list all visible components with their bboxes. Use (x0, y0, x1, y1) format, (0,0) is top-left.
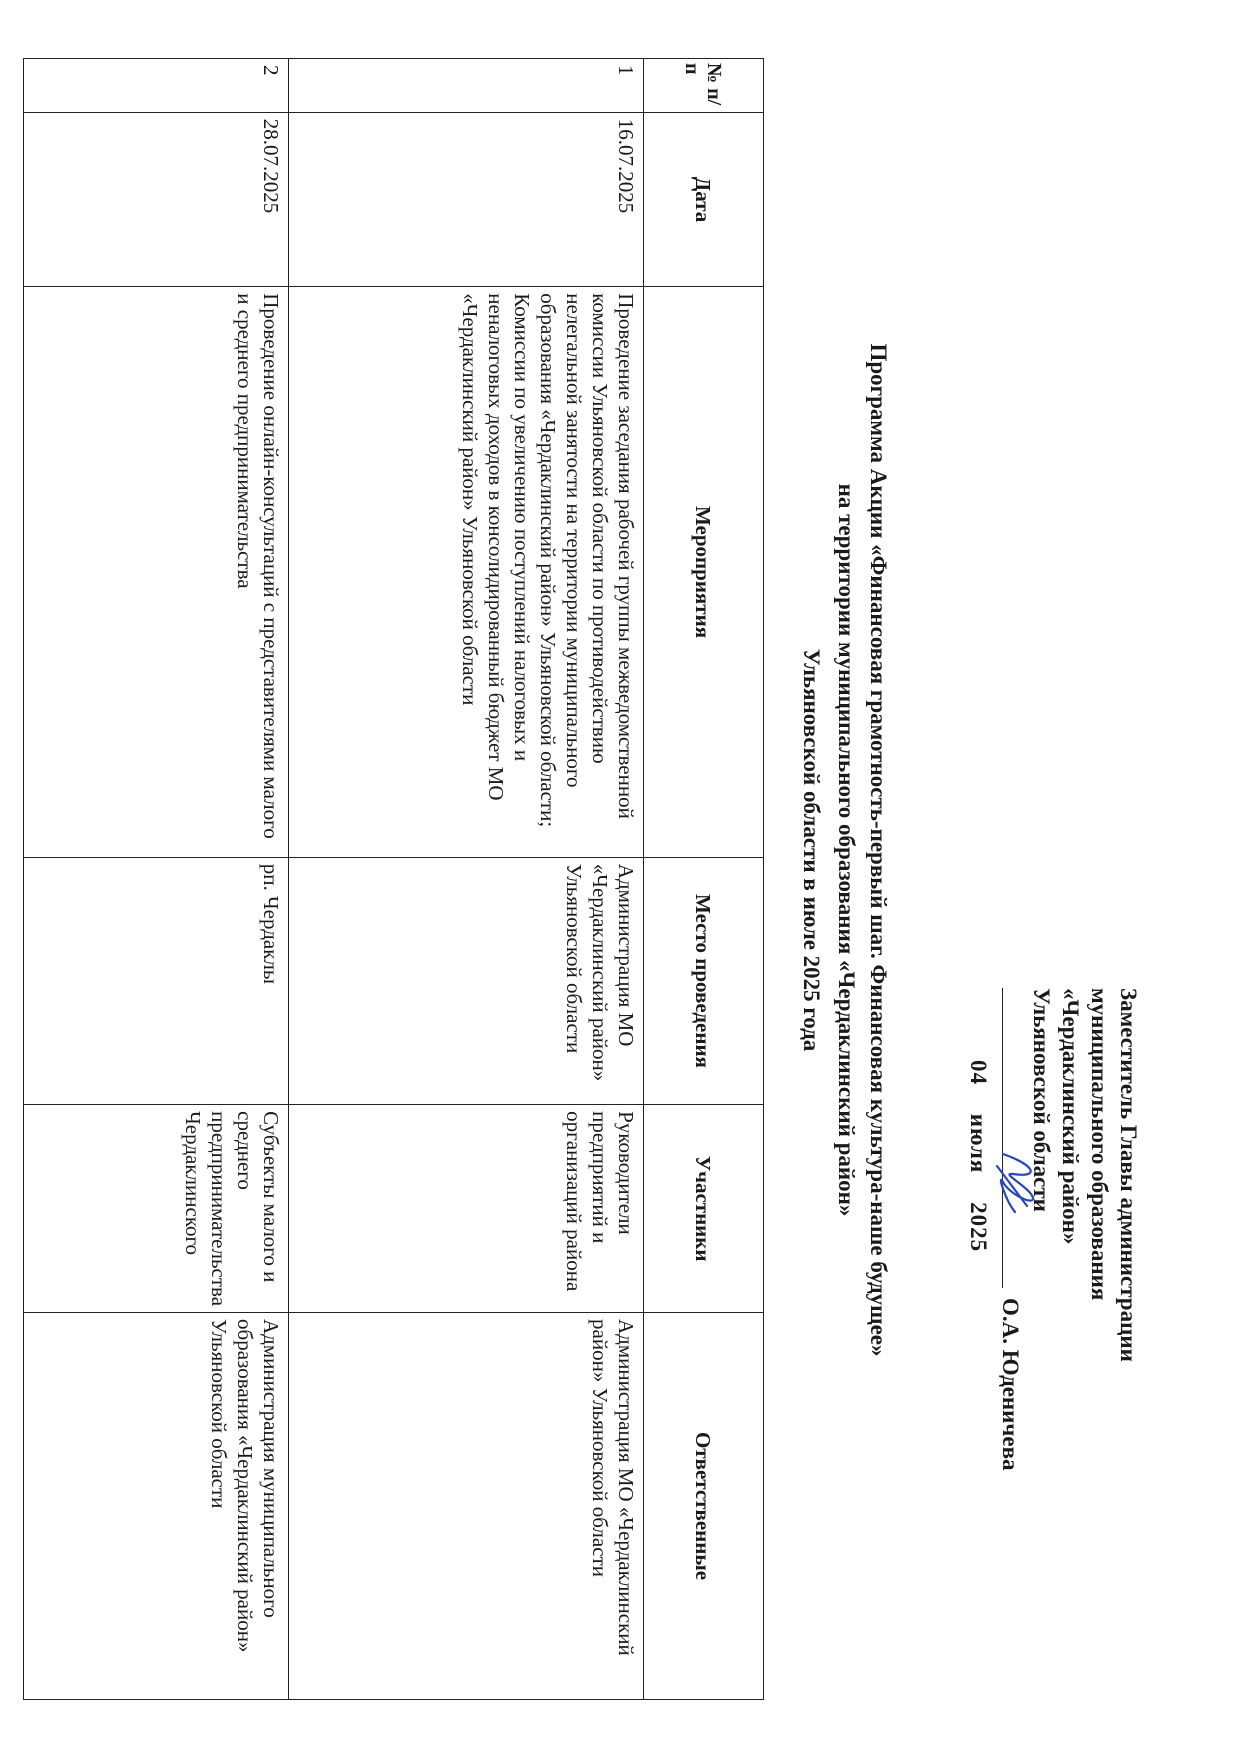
approval-region: Ульяновской области (1029, 988, 1054, 1212)
table-header-row (644, 59, 764, 1700)
approval-district: «Чердаклинский район» (1058, 988, 1083, 1245)
cell-participants: Субъекты малого и среднего предпринимательства Чердаклинского (24, 1105, 289, 1313)
approval-date-month: июля (966, 1113, 991, 1174)
header-event: Мероприятия (644, 287, 764, 858)
document-title: Программа Акции «Финансовая грамотность-первый шаг. Финансовая культура-наше будущее» (866, 343, 891, 1357)
cell-event: Проведение заседания рабочей группы межведомственной комиссии Ульяновской области по противодействию нелегальной занятости на территории муниципального образования «Чердаклинский район» Ульяновской области; Комиссии по увеличению поступлений налоговых и неналоговых доходов в консолидированный бюджет МО «Чердаклинский район» Ульяновской области (289, 287, 644, 858)
header-place: Место проведения (644, 857, 764, 1104)
document-page (49, 0, 1239, 1700)
header-responsible: Ответственные (644, 1313, 764, 1700)
cell-num: 2 (24, 59, 289, 113)
signature-line (1002, 988, 1003, 1288)
header-num: № п/п (644, 59, 764, 113)
cell-place: рп. Чердаклы (24, 857, 289, 1104)
events-table (23, 58, 764, 1700)
table-row (24, 59, 289, 1700)
document-subtitle-region: Ульяновской области в июле 2025 года (799, 648, 824, 1052)
approval-date (964, 1060, 993, 1458)
cell-place: Администрация МО «Чердаклинский район» Ульяновской области (289, 857, 644, 1104)
table-row (289, 59, 644, 1700)
approval-position: Заместитель Главы администрации (1116, 988, 1141, 1362)
cell-participants: Руководители предприятий и организаций района (289, 1105, 644, 1313)
cell-responsible: Администрация муниципального образования «Чердаклинский район» Ульяновской области (24, 1313, 289, 1700)
approval-block (964, 988, 1143, 1471)
header-date: Дата (644, 112, 764, 287)
approval-date-year: 2025 (966, 1202, 991, 1253)
cell-event: Проведение онлайн-консультаций с представителями малого и среднего предпринимательства (24, 287, 289, 858)
signer-name: О.А. Юденичева (998, 1298, 1023, 1471)
approval-date-day: 04 (966, 1060, 991, 1085)
cell-num: 1 (289, 59, 644, 113)
approval-org: муниципального образования (1087, 988, 1112, 1301)
signature-icon (987, 1148, 1043, 1218)
cell-responsible: Администрация МО «Чердаклинский район» Ульяновской области (289, 1313, 644, 1700)
signature-row (993, 988, 1025, 1471)
document-subtitle: на территории муниципального образования «Чердаклинский район» (834, 483, 859, 1217)
header-participants: Участники (644, 1105, 764, 1313)
cell-date: 16.07.2025 (289, 112, 644, 287)
cell-date: 28.07.2025 (24, 112, 289, 287)
